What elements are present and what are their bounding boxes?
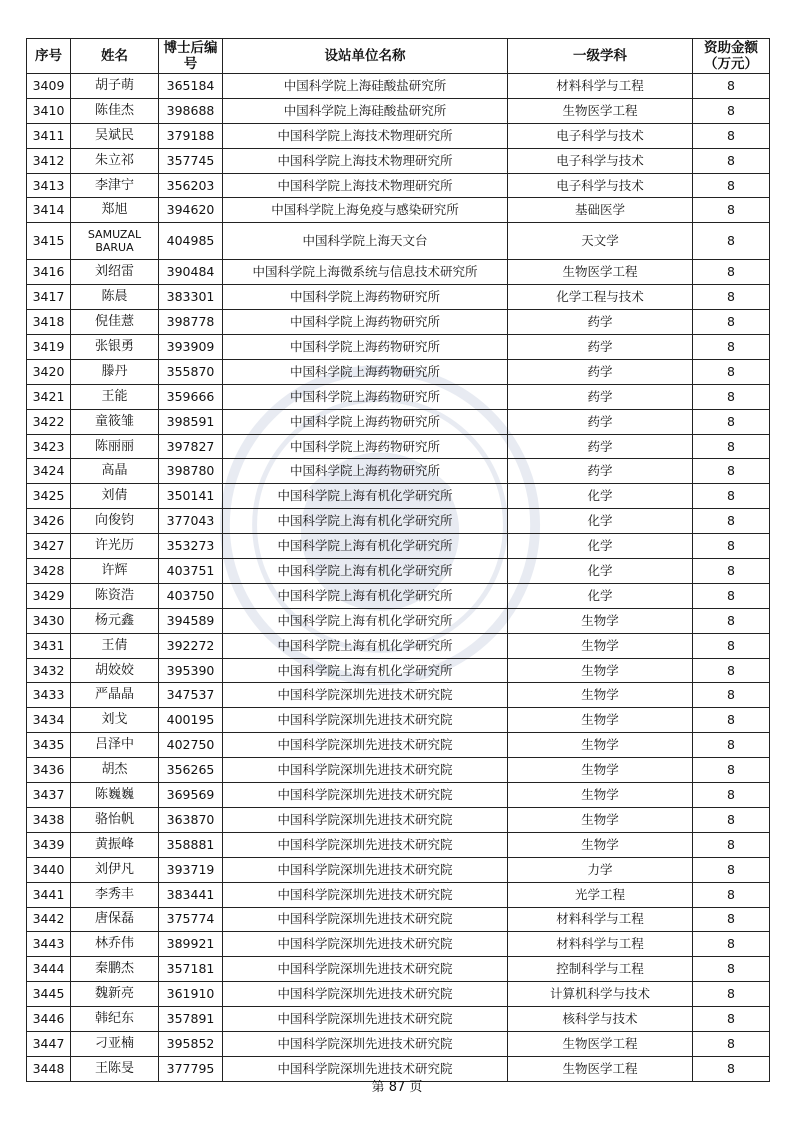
table-row	[27, 758, 770, 783]
cell-amount: 8	[693, 285, 770, 310]
cell-unit: 中国科学院上海药物研究所	[223, 459, 508, 484]
cell-unit: 中国科学院上海有机化学研究所	[223, 559, 508, 584]
cell-name: 林乔伟	[71, 932, 159, 957]
cell-discipline: 化学	[508, 534, 693, 559]
header-discipline: 一级学科	[508, 39, 693, 74]
cell-name: 滕丹	[71, 359, 159, 384]
cell-discipline: 药学	[508, 409, 693, 434]
cell-postdoc-id: 377795	[159, 1056, 223, 1081]
header-unit: 设站单位名称	[223, 39, 508, 74]
cell-unit: 中国科学院上海天文台	[223, 223, 508, 260]
cell-amount: 8	[693, 509, 770, 534]
cell-name: 严晶晶	[71, 683, 159, 708]
cell-unit: 中国科学院上海有机化学研究所	[223, 608, 508, 633]
cell-name: 刘伊凡	[71, 857, 159, 882]
cell-amount: 8	[693, 384, 770, 409]
table-row	[27, 310, 770, 335]
cell-seq: 3418	[27, 310, 71, 335]
cell-name: 刘倩	[71, 484, 159, 509]
table-row	[27, 733, 770, 758]
cell-unit: 中国科学院上海药物研究所	[223, 285, 508, 310]
cell-postdoc-id: 356265	[159, 758, 223, 783]
table-row	[27, 335, 770, 360]
cell-seq: 3424	[27, 459, 71, 484]
table-row	[27, 982, 770, 1007]
table-row	[27, 484, 770, 509]
cell-name: 童筱雏	[71, 409, 159, 434]
table-row	[27, 409, 770, 434]
cell-name: 倪佳薏	[71, 310, 159, 335]
cell-name: 唐保磊	[71, 907, 159, 932]
cell-name: 张银勇	[71, 335, 159, 360]
cell-unit: 中国科学院深圳先进技术研究院	[223, 1007, 508, 1032]
cell-discipline: 化学	[508, 559, 693, 584]
cell-seq: 3440	[27, 857, 71, 882]
cell-discipline: 药学	[508, 434, 693, 459]
cell-unit: 中国科学院上海药物研究所	[223, 310, 508, 335]
cell-discipline: 计算机科学与技术	[508, 982, 693, 1007]
cell-unit: 中国科学院深圳先进技术研究院	[223, 907, 508, 932]
cell-postdoc-id: 393909	[159, 335, 223, 360]
cell-unit: 中国科学院深圳先进技术研究院	[223, 733, 508, 758]
cell-postdoc-id: 398591	[159, 409, 223, 434]
cell-postdoc-id: 390484	[159, 260, 223, 285]
cell-postdoc-id: 369569	[159, 783, 223, 808]
cell-seq: 3432	[27, 658, 71, 683]
cell-name: 秦鹏杰	[71, 957, 159, 982]
cell-discipline: 生物医学工程	[508, 1031, 693, 1056]
cell-unit: 中国科学院上海技术物理研究所	[223, 123, 508, 148]
cell-discipline: 生物学	[508, 832, 693, 857]
table-row	[27, 608, 770, 633]
cell-amount: 8	[693, 907, 770, 932]
cell-postdoc-id: 395852	[159, 1031, 223, 1056]
cell-name: 朱立祁	[71, 148, 159, 173]
header-name: 姓名	[71, 39, 159, 74]
table-row	[27, 633, 770, 658]
cell-discipline: 电子科学与技术	[508, 148, 693, 173]
cell-unit: 中国科学院上海微系统与信息技术研究所	[223, 260, 508, 285]
cell-unit: 中国科学院上海药物研究所	[223, 359, 508, 384]
table-row	[27, 384, 770, 409]
cell-unit: 中国科学院深圳先进技术研究院	[223, 832, 508, 857]
cell-name: 王陈旻	[71, 1056, 159, 1081]
cell-postdoc-id: 402750	[159, 733, 223, 758]
table-row	[27, 74, 770, 99]
cell-discipline: 生物学	[508, 807, 693, 832]
cell-amount: 8	[693, 74, 770, 99]
cell-unit: 中国科学院深圳先进技术研究院	[223, 882, 508, 907]
cell-seq: 3420	[27, 359, 71, 384]
table-row	[27, 683, 770, 708]
table-row	[27, 658, 770, 683]
cell-amount: 8	[693, 98, 770, 123]
cell-discipline: 药学	[508, 335, 693, 360]
cell-seq: 3431	[27, 633, 71, 658]
cell-discipline: 药学	[508, 359, 693, 384]
cell-unit: 中国科学院上海技术物理研究所	[223, 173, 508, 198]
cell-postdoc-id: 394589	[159, 608, 223, 633]
cell-name: 许辉	[71, 559, 159, 584]
cell-discipline: 生物学	[508, 783, 693, 808]
cell-name: 胡姣姣	[71, 658, 159, 683]
cell-amount: 8	[693, 198, 770, 223]
cell-name: 胡子萌	[71, 74, 159, 99]
cell-discipline: 生物学	[508, 658, 693, 683]
cell-name: 郑旭	[71, 198, 159, 223]
cell-amount: 8	[693, 932, 770, 957]
cell-seq: 3446	[27, 1007, 71, 1032]
cell-postdoc-id: 383441	[159, 882, 223, 907]
cell-unit: 中国科学院上海药物研究所	[223, 384, 508, 409]
table-row	[27, 285, 770, 310]
cell-name: 陈巍巍	[71, 783, 159, 808]
table-row	[27, 932, 770, 957]
cell-unit: 中国科学院上海药物研究所	[223, 434, 508, 459]
cell-amount: 8	[693, 1056, 770, 1081]
cell-postdoc-id: 377043	[159, 509, 223, 534]
cell-postdoc-id: 357181	[159, 957, 223, 982]
cell-name: 向俊钧	[71, 509, 159, 534]
cell-unit: 中国科学院上海有机化学研究所	[223, 509, 508, 534]
cell-discipline: 生物学	[508, 733, 693, 758]
cell-amount: 8	[693, 857, 770, 882]
cell-seq: 3414	[27, 198, 71, 223]
cell-unit: 中国科学院上海有机化学研究所	[223, 534, 508, 559]
cell-amount: 8	[693, 434, 770, 459]
table-row	[27, 534, 770, 559]
table-row	[27, 260, 770, 285]
cell-seq: 3421	[27, 384, 71, 409]
table-row	[27, 583, 770, 608]
cell-seq: 3433	[27, 683, 71, 708]
cell-seq: 3430	[27, 608, 71, 633]
cell-postdoc-id: 403751	[159, 559, 223, 584]
cell-name: 刁亚楠	[71, 1031, 159, 1056]
table-row	[27, 434, 770, 459]
cell-discipline: 光学工程	[508, 882, 693, 907]
cell-name: 刘戈	[71, 708, 159, 733]
cell-postdoc-id: 365184	[159, 74, 223, 99]
cell-amount: 8	[693, 559, 770, 584]
table-row	[27, 1031, 770, 1056]
cell-name: 韩纪东	[71, 1007, 159, 1032]
cell-discipline: 药学	[508, 310, 693, 335]
cell-unit: 中国科学院深圳先进技术研究院	[223, 1031, 508, 1056]
header-amount: 资助金额（万元）	[693, 39, 770, 74]
cell-unit: 中国科学院上海有机化学研究所	[223, 583, 508, 608]
table-row	[27, 509, 770, 534]
cell-seq: 3417	[27, 285, 71, 310]
cell-amount: 8	[693, 1031, 770, 1056]
cell-discipline: 药学	[508, 384, 693, 409]
cell-postdoc-id: 379188	[159, 123, 223, 148]
header-postdoc-id: 博士后编号	[159, 39, 223, 74]
cell-unit: 中国科学院深圳先进技术研究院	[223, 857, 508, 882]
cell-postdoc-id: 397827	[159, 434, 223, 459]
cell-seq: 3426	[27, 509, 71, 534]
cell-seq: 3438	[27, 807, 71, 832]
cell-discipline: 生物医学工程	[508, 260, 693, 285]
cell-seq: 3437	[27, 783, 71, 808]
cell-seq: 3423	[27, 434, 71, 459]
table-row	[27, 882, 770, 907]
cell-name: 许光历	[71, 534, 159, 559]
cell-amount: 8	[693, 223, 770, 260]
cell-name: 陈佳杰	[71, 98, 159, 123]
cell-seq: 3425	[27, 484, 71, 509]
cell-amount: 8	[693, 310, 770, 335]
table-row	[27, 907, 770, 932]
cell-postdoc-id: 363870	[159, 807, 223, 832]
table-row	[27, 857, 770, 882]
cell-amount: 8	[693, 783, 770, 808]
table-row	[27, 708, 770, 733]
cell-postdoc-id: 394620	[159, 198, 223, 223]
header-seq: 序号	[27, 39, 71, 74]
cell-amount: 8	[693, 633, 770, 658]
cell-postdoc-id: 393719	[159, 857, 223, 882]
table-row	[27, 173, 770, 198]
cell-unit: 中国科学院深圳先进技术研究院	[223, 708, 508, 733]
cell-seq: 3441	[27, 882, 71, 907]
cell-postdoc-id: 359666	[159, 384, 223, 409]
table-row	[27, 98, 770, 123]
page-number: 第 87 页	[371, 1080, 423, 1095]
cell-amount: 8	[693, 148, 770, 173]
cell-unit: 中国科学院上海有机化学研究所	[223, 484, 508, 509]
cell-seq: 3409	[27, 74, 71, 99]
cell-seq: 3445	[27, 982, 71, 1007]
cell-amount: 8	[693, 459, 770, 484]
table-row	[27, 783, 770, 808]
table-row	[27, 198, 770, 223]
cell-discipline: 化学工程与技术	[508, 285, 693, 310]
cell-seq: 3415	[27, 223, 71, 260]
cell-seq: 3442	[27, 907, 71, 932]
cell-name: 吕泽中	[71, 733, 159, 758]
cell-discipline: 核科学与技术	[508, 1007, 693, 1032]
cell-discipline: 材料科学与工程	[508, 74, 693, 99]
cell-name: 魏新亮	[71, 982, 159, 1007]
cell-postdoc-id: 392272	[159, 633, 223, 658]
funding-table	[26, 38, 770, 1082]
cell-unit: 中国科学院上海免疫与感染研究所	[223, 198, 508, 223]
cell-discipline: 生物医学工程	[508, 98, 693, 123]
cell-amount: 8	[693, 608, 770, 633]
cell-seq: 3443	[27, 932, 71, 957]
cell-discipline: 化学	[508, 509, 693, 534]
cell-name: 陈丽丽	[71, 434, 159, 459]
cell-amount: 8	[693, 173, 770, 198]
table-row	[27, 459, 770, 484]
cell-postdoc-id: 395390	[159, 658, 223, 683]
cell-name: 王能	[71, 384, 159, 409]
cell-name: 吴斌民	[71, 123, 159, 148]
table-row	[27, 123, 770, 148]
cell-discipline: 基础医学	[508, 198, 693, 223]
cell-seq: 3427	[27, 534, 71, 559]
cell-postdoc-id: 389921	[159, 932, 223, 957]
cell-postdoc-id: 383301	[159, 285, 223, 310]
cell-name: SAMUZAL BARUA	[71, 223, 159, 260]
cell-name: 杨元鑫	[71, 608, 159, 633]
cell-name: 刘绍雷	[71, 260, 159, 285]
table-row	[27, 832, 770, 857]
cell-unit: 中国科学院深圳先进技术研究院	[223, 758, 508, 783]
table-header-row	[27, 39, 770, 74]
cell-name: 骆怡帆	[71, 807, 159, 832]
cell-amount: 8	[693, 359, 770, 384]
cell-unit: 中国科学院上海药物研究所	[223, 335, 508, 360]
cell-amount: 8	[693, 335, 770, 360]
table-row	[27, 148, 770, 173]
cell-discipline: 力学	[508, 857, 693, 882]
cell-discipline: 控制科学与工程	[508, 957, 693, 982]
cell-seq: 3419	[27, 335, 71, 360]
cell-discipline: 化学	[508, 583, 693, 608]
cell-discipline: 化学	[508, 484, 693, 509]
cell-seq: 3428	[27, 559, 71, 584]
cell-postdoc-id: 358881	[159, 832, 223, 857]
cell-postdoc-id: 398778	[159, 310, 223, 335]
cell-amount: 8	[693, 832, 770, 857]
cell-seq: 3422	[27, 409, 71, 434]
cell-seq: 3439	[27, 832, 71, 857]
cell-name: 高晶	[71, 459, 159, 484]
cell-postdoc-id: 404985	[159, 223, 223, 260]
cell-seq: 3416	[27, 260, 71, 285]
cell-amount: 8	[693, 534, 770, 559]
cell-unit: 中国科学院深圳先进技术研究院	[223, 982, 508, 1007]
cell-postdoc-id: 355870	[159, 359, 223, 384]
cell-amount: 8	[693, 882, 770, 907]
cell-postdoc-id: 356203	[159, 173, 223, 198]
cell-amount: 8	[693, 758, 770, 783]
table-row	[27, 359, 770, 384]
cell-amount: 8	[693, 708, 770, 733]
table-row	[27, 1007, 770, 1032]
cell-postdoc-id: 350141	[159, 484, 223, 509]
cell-unit: 中国科学院上海有机化学研究所	[223, 658, 508, 683]
cell-amount: 8	[693, 409, 770, 434]
table-row	[27, 559, 770, 584]
cell-discipline: 材料科学与工程	[508, 907, 693, 932]
table-row	[27, 807, 770, 832]
cell-discipline: 生物学	[508, 708, 693, 733]
cell-amount: 8	[693, 583, 770, 608]
cell-postdoc-id: 398780	[159, 459, 223, 484]
cell-unit: 中国科学院深圳先进技术研究院	[223, 932, 508, 957]
cell-unit: 中国科学院上海硅酸盐研究所	[223, 98, 508, 123]
cell-amount: 8	[693, 683, 770, 708]
cell-seq: 3429	[27, 583, 71, 608]
cell-seq: 3444	[27, 957, 71, 982]
cell-postdoc-id: 400195	[159, 708, 223, 733]
cell-unit: 中国科学院上海有机化学研究所	[223, 633, 508, 658]
cell-amount: 8	[693, 982, 770, 1007]
cell-discipline: 电子科学与技术	[508, 173, 693, 198]
cell-discipline: 材料科学与工程	[508, 932, 693, 957]
cell-discipline: 生物学	[508, 608, 693, 633]
cell-unit: 中国科学院深圳先进技术研究院	[223, 783, 508, 808]
cell-unit: 中国科学院上海技术物理研究所	[223, 148, 508, 173]
cell-seq: 3412	[27, 148, 71, 173]
cell-discipline: 药学	[508, 459, 693, 484]
cell-unit: 中国科学院深圳先进技术研究院	[223, 1056, 508, 1081]
cell-name: 黄振峰	[71, 832, 159, 857]
cell-discipline: 电子科学与技术	[508, 123, 693, 148]
cell-name: 陈资浩	[71, 583, 159, 608]
cell-postdoc-id: 403750	[159, 583, 223, 608]
cell-discipline: 生物学	[508, 683, 693, 708]
cell-postdoc-id: 398688	[159, 98, 223, 123]
cell-name: 胡杰	[71, 758, 159, 783]
cell-discipline: 天文学	[508, 223, 693, 260]
cell-postdoc-id: 357891	[159, 1007, 223, 1032]
cell-name: 王倩	[71, 633, 159, 658]
cell-unit: 中国科学院深圳先进技术研究院	[223, 683, 508, 708]
cell-discipline: 生物学	[508, 633, 693, 658]
cell-seq: 3434	[27, 708, 71, 733]
cell-amount: 8	[693, 733, 770, 758]
cell-postdoc-id: 347537	[159, 683, 223, 708]
cell-amount: 8	[693, 123, 770, 148]
cell-amount: 8	[693, 260, 770, 285]
cell-seq: 3413	[27, 173, 71, 198]
cell-seq: 3411	[27, 123, 71, 148]
cell-name: 陈晨	[71, 285, 159, 310]
cell-seq: 3410	[27, 98, 71, 123]
cell-amount: 8	[693, 957, 770, 982]
cell-unit: 中国科学院上海硅酸盐研究所	[223, 74, 508, 99]
cell-amount: 8	[693, 658, 770, 683]
cell-unit: 中国科学院上海药物研究所	[223, 409, 508, 434]
cell-amount: 8	[693, 484, 770, 509]
cell-postdoc-id: 375774	[159, 907, 223, 932]
cell-unit: 中国科学院深圳先进技术研究院	[223, 807, 508, 832]
cell-discipline: 生物学	[508, 758, 693, 783]
table-row	[27, 957, 770, 982]
cell-seq: 3447	[27, 1031, 71, 1056]
cell-seq: 3436	[27, 758, 71, 783]
cell-amount: 8	[693, 807, 770, 832]
table-row	[27, 223, 770, 260]
cell-seq: 3448	[27, 1056, 71, 1081]
cell-discipline: 生物医学工程	[508, 1056, 693, 1081]
cell-amount: 8	[693, 1007, 770, 1032]
cell-unit: 中国科学院深圳先进技术研究院	[223, 957, 508, 982]
cell-name: 李秀丰	[71, 882, 159, 907]
cell-postdoc-id: 361910	[159, 982, 223, 1007]
cell-postdoc-id: 353273	[159, 534, 223, 559]
cell-name: 李津宁	[71, 173, 159, 198]
cell-postdoc-id: 357745	[159, 148, 223, 173]
cell-seq: 3435	[27, 733, 71, 758]
